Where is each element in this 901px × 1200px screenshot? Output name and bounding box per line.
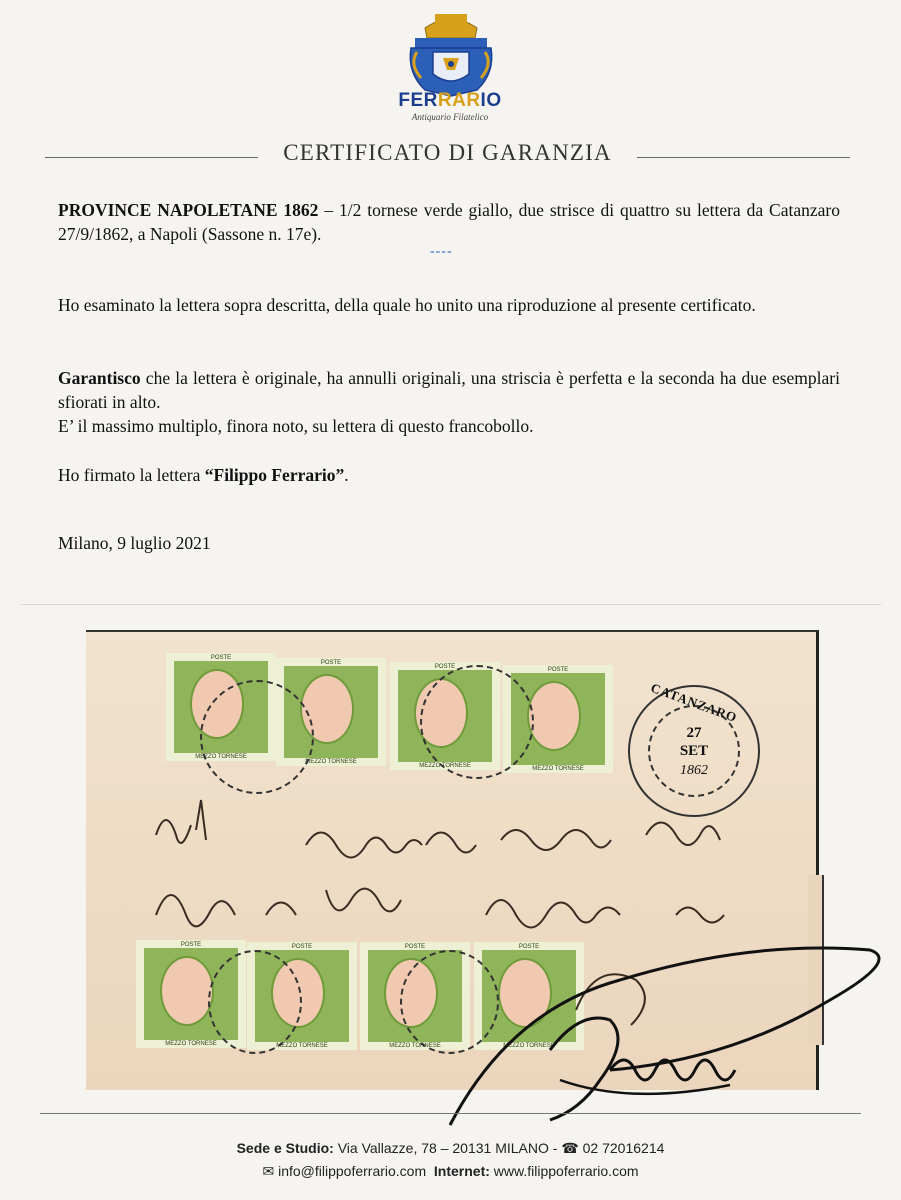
guarantee-lead: Garantisco [58, 368, 141, 388]
signature-statement-text: Ho firmato la lettera [58, 465, 205, 485]
signature-statement-end: . [344, 465, 349, 485]
brand-subtitle: Antiquario Filatelico [411, 112, 489, 122]
stamp-top-4: POSTE MEZZO TORNESE [503, 665, 613, 773]
footer-address [0, 1140, 901, 1157]
description-separator: ---- [430, 244, 453, 259]
footer-internet-label: Internet: [433, 1163, 490, 1179]
place-date: Milano, 9 luglio 2021 [58, 533, 211, 553]
stamp-top-1: POSTE MEZZO TORNESE [166, 653, 276, 761]
guarantee-text: che la lettera è originale, ha annulli originali, una striscia è perfetta e la seconda ha due esemplari sfiorati in alto. [58, 368, 840, 412]
examination-paragraph: Ho esaminato la lettera sopra descritta, della quale ho unito una riproduzione al presente certificato. [58, 295, 756, 315]
footer-contacts [0, 1163, 901, 1180]
footer-sede-label: Sede e Studio: [236, 1140, 334, 1156]
description-lead: PROVINCE NAPOLETANE 1862 [58, 200, 319, 220]
footer-email: ✉ info@filippoferrario.com [262, 1163, 427, 1179]
footer-internet-value: www.filippoferrario.com [489, 1163, 639, 1179]
brand-name: FERRARIO [398, 90, 502, 111]
description-paragraph [58, 198, 840, 246]
postmark-day: 27 [686, 725, 702, 741]
postmark-town: CATANZARO [648, 679, 740, 726]
title-rule-right [637, 157, 850, 158]
postmark-month: SET [679, 743, 709, 759]
page-fold [20, 604, 881, 605]
certificate-title: CERTIFICATO DI GARANZIA [283, 140, 612, 165]
signature-statement [58, 463, 840, 487]
footer-sede-value: Via Vallazze, 78 – 20131 MILANO - ☎ 02 72016214 [333, 1140, 665, 1156]
ferrario-signature [430, 910, 890, 1140]
footer-rule [40, 1113, 861, 1114]
stamp-bottom-4: POSTE MEZZO TORNESE [474, 942, 584, 1050]
maximum-multiple-line: E’ il massimo multiplo, finora noto, su lettera di questo francobollo. [58, 416, 534, 436]
stamp-bottom-1: POSTE MEZZO TORNESE [136, 940, 246, 1048]
stamp-top-3: POSTE MEZZO TORNESE [390, 662, 500, 770]
title-row [45, 140, 850, 170]
postmark-year: 1862 [680, 763, 708, 778]
signature-name: “Filippo Ferrario” [204, 465, 345, 485]
stamp-bottom-3: POSTE MEZZO TORNESE [360, 942, 470, 1050]
guarantee-paragraph [58, 366, 840, 414]
stamp-bottom-2: POSTE MEZZO TORNESE [247, 942, 357, 1050]
stamp-top-2: POSTE MEZZO TORNESE [276, 658, 386, 766]
description-text: – 1/2 tornese verde giallo, due strisce di quattro su lettera da Catanzaro 27/9/1862, a Napoli (Sassone n. 17e). [58, 200, 840, 244]
